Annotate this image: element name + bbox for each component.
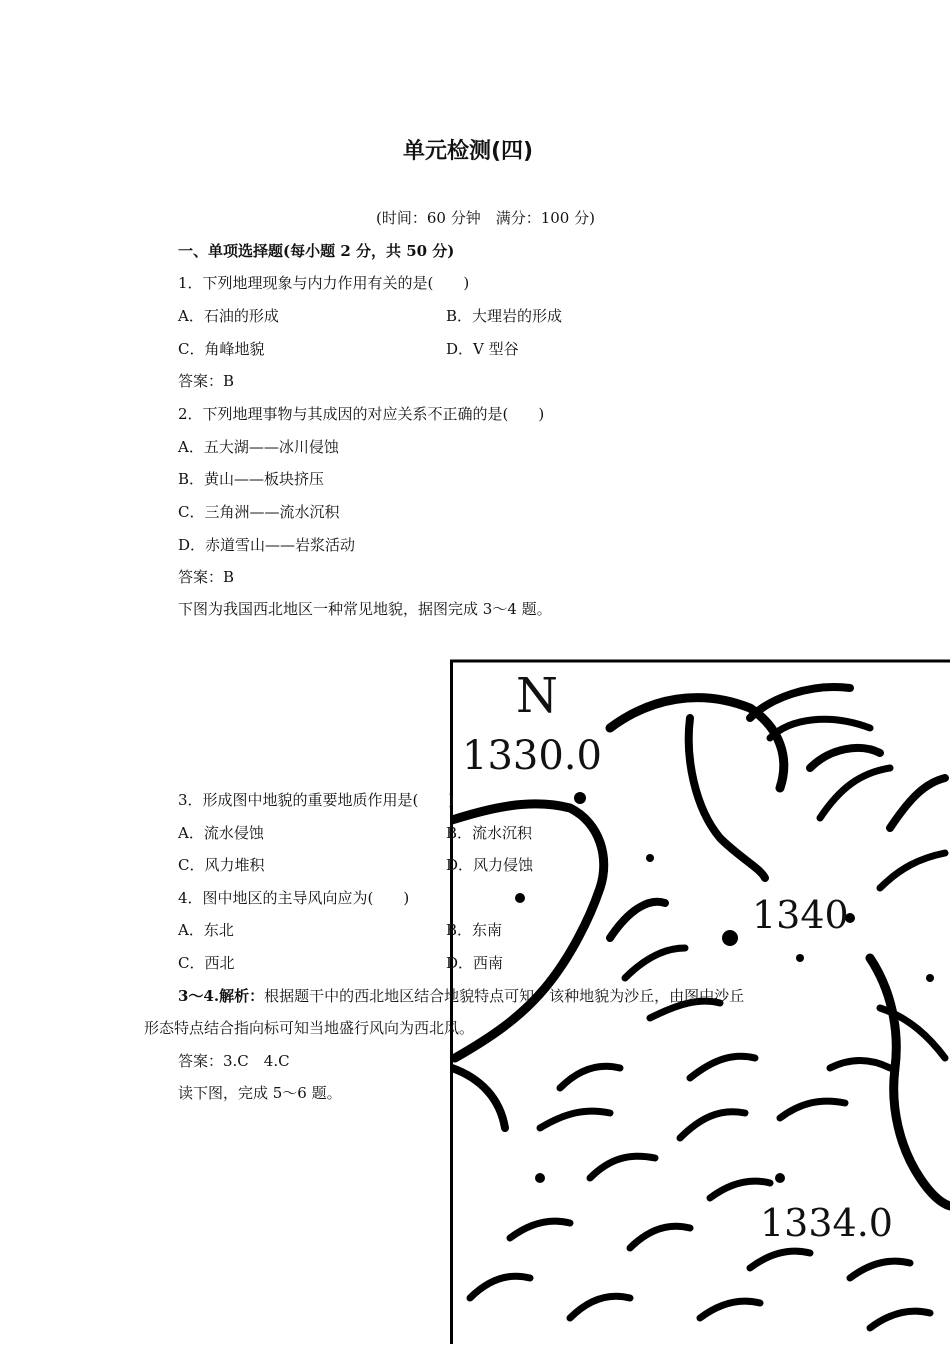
q3-4-answer: 答案：3.C 4.C: [178, 1051, 290, 1071]
explanation-label: 3～4.解析：: [178, 987, 264, 1005]
q4-option-a: A．东北: [178, 920, 234, 940]
q2-option-a: A．五大湖——冰川侵蚀: [178, 437, 339, 457]
q4-stem: 4．图中地区的主导风向应为( ): [178, 888, 409, 908]
q4-option-d: D．西南: [446, 953, 503, 973]
contour-label-1340: 1340: [752, 894, 849, 936]
explanation-text-1: 根据题干中的西北地区结合地貌特点可知，该种地貌为沙丘，由图中沙丘: [264, 987, 744, 1005]
subtitle: (时间：60 分钟 满分：100 分): [376, 208, 595, 228]
q2-stem: 2．下列地理事物与其成因的对应关系不正确的是( ): [178, 404, 544, 424]
page-title: 单元检测(四): [403, 142, 533, 162]
intro-q5-6: 读下图，完成 5～6 题。: [178, 1083, 342, 1103]
q2-option-c: C．三角洲——流水沉积: [178, 502, 339, 522]
contour-label-1330: 1330.0: [462, 734, 602, 778]
q4-option-c: C．西北: [178, 953, 234, 973]
q3-stem: 3．形成图中地貌的重要地质作用是( ): [178, 790, 454, 810]
section-heading: 一、单项选择题(每小题 2 分，共 50 分): [178, 241, 454, 261]
explanation-line-2: 形态特点结合指向标可知当地盛行风向为西北风。: [144, 1018, 474, 1038]
q1-option-b: B．大理岩的形成: [446, 306, 562, 326]
contour-label-1334: 1334.0: [760, 1202, 893, 1244]
q3-option-b: B．流水沉积: [446, 823, 532, 843]
intro-q3-4: 下图为我国西北地区一种常见地貌，据图完成 3～4 题。: [178, 599, 552, 619]
explanation-line-1: [178, 986, 744, 1006]
q1-option-d: D．V 型谷: [446, 339, 519, 359]
q2-option-d: D．赤道雪山——岩浆活动: [178, 535, 355, 555]
q4-option-b: B．东南: [446, 920, 502, 940]
q3-option-c: C．风力堆积: [178, 855, 264, 875]
q3-option-a: A．流水侵蚀: [178, 823, 264, 843]
q1-stem: 1．下列地理现象与内力作用有关的是( ): [178, 273, 469, 293]
q1-answer: 答案：B: [178, 371, 234, 391]
q3-option-d: D．风力侵蚀: [446, 855, 533, 875]
q1-option-a: A．石油的形成: [178, 306, 279, 326]
north-arrow-label: N: [516, 670, 558, 722]
q2-answer: 答案：B: [178, 567, 234, 587]
q1-option-c: C．角峰地貌: [178, 339, 264, 359]
q2-option-b: B．黄山——板块挤压: [178, 469, 324, 489]
